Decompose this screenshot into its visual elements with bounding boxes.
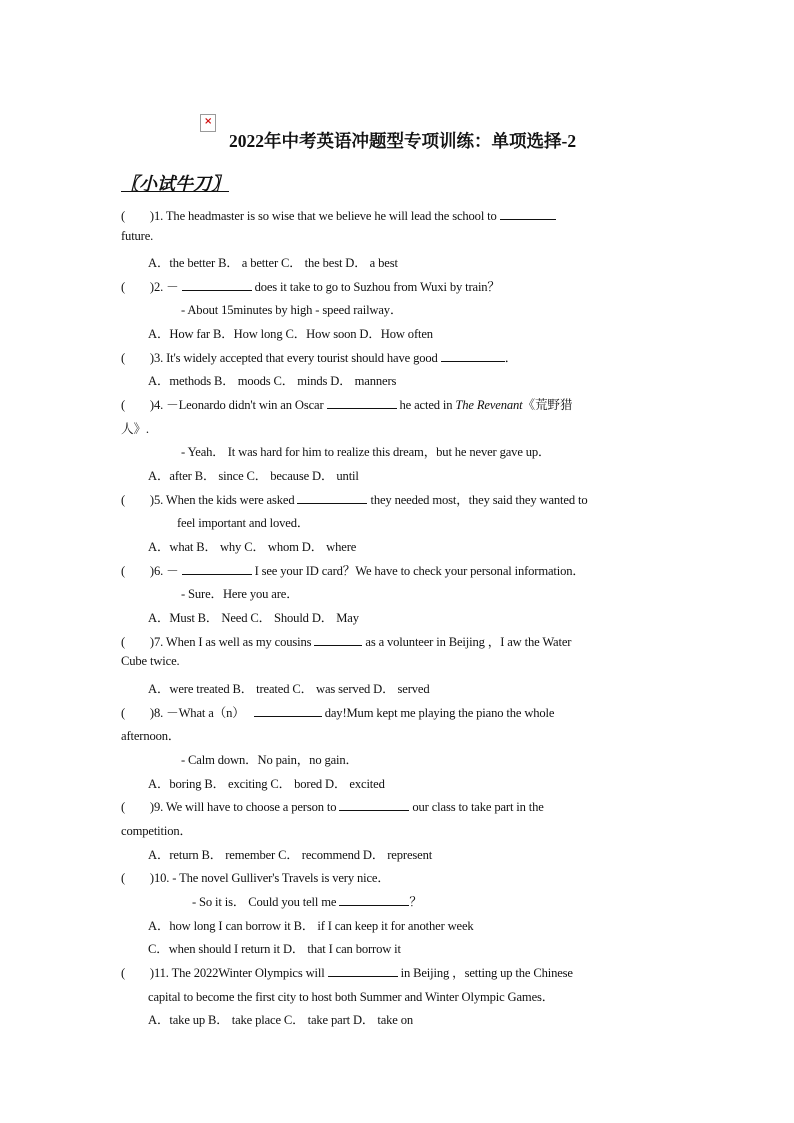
question-3-options: A．methods B． moods C． minds D． manners <box>148 374 397 388</box>
question-5: ( )5. When the kids were asked they needed most，they said they wanted to <box>121 493 588 507</box>
question-9: ( )9. We will have to choose a person to our class to take part in the <box>121 800 544 814</box>
question-11: ( )11. The 2022Winter Olympics will in Beijing ，setting up the Chinese <box>121 966 573 980</box>
question-6-options: A．Must B． Need C． Should D． May <box>148 611 359 625</box>
broken-image-icon: × <box>200 114 216 132</box>
question-2-options: A．How far B．How long C．How soon D．How often <box>148 327 433 341</box>
answer-blank <box>339 799 409 811</box>
question-7-options: A．were treated B． treated C． was served D． served <box>148 682 430 696</box>
answer-blank <box>314 634 362 646</box>
answer-blank <box>339 894 409 906</box>
question-8-cont: afternoon． <box>121 729 181 743</box>
answer-blank <box>182 563 252 575</box>
question-3: ( )3. It's widely accepted that every tourist should have good ． <box>121 351 518 365</box>
question-6: ( )6. － I see your ID card？We have to check your personal information． <box>121 564 585 578</box>
question-11-options: A．take up B． take place C． take part D． take on <box>148 1013 414 1027</box>
answer-blank <box>500 208 556 220</box>
question-4-cont: 人》. <box>121 422 149 436</box>
question-11-cont: capital to become the first city to host both Summer and Winter Olympic Games． <box>148 990 555 1004</box>
question-4-answer: - Yeah． It was hard for him to realize this dream，but he never gave up． <box>181 445 551 459</box>
question-1: ( )1. The headmaster is so wise that we believe he will lead the school to <box>121 205 556 224</box>
question-9-options: A．return B． remember C． recommend D． represent <box>148 848 433 862</box>
question-4: ( )4. －Leonardo didn't win an Oscar he acted in The Revenant《荒野猎 <box>121 398 573 412</box>
answer-blank <box>441 350 505 362</box>
answer-blank <box>328 965 398 977</box>
answer-blank <box>327 397 397 409</box>
question-7: ( )7. When I as well as my cousins as a volunteer in Beijing ，I aw the Water <box>121 635 572 649</box>
question-8-options: A．boring B． exciting C． bored D． excited <box>148 777 385 791</box>
question-10-options-1: A．how long I can borrow it B． if I can keep it for another week <box>148 919 474 933</box>
question-4-options: A．after B． since C． because D． until <box>148 469 359 483</box>
answer-blank <box>182 279 252 291</box>
page-title: 2022年中考英语冲题型专项训练：单项选择-2 <box>229 131 577 151</box>
section-heading: 〖小试牛刀〗 <box>121 174 229 194</box>
question-1-cont: future. <box>121 229 154 243</box>
question-8: ( )8. －What a（n） day!Mum kept me playing the piano the whole <box>121 706 555 720</box>
answer-blank <box>297 492 367 504</box>
question-10-answer: - So it is． Could you tell me ？ <box>192 895 422 909</box>
answer-blank <box>254 705 322 717</box>
question-5-options: A．what B． why C． whom D． where <box>148 540 357 554</box>
question-6-answer: - Sure．Here you are． <box>181 587 299 601</box>
question-2: ( )2. － does it take to go to Suzhou from Wuxi by train？ <box>121 280 500 294</box>
question-7-cont: Cube twice. <box>121 654 180 668</box>
question-9-cont: competition． <box>121 824 192 838</box>
question-2-answer: - About 15minutes by high - speed railway． <box>181 303 403 317</box>
question-10: ( )10. - The novel Gulliver's Travels is very nice． <box>121 871 390 885</box>
question-5-cont: feel important and loved． <box>177 516 310 530</box>
question-8-answer: - Calm down．No pain，no gain． <box>181 753 358 767</box>
question-10-options-2: C．when should I return it D． that I can borrow it <box>148 942 401 956</box>
question-1-options: A．the better B． a better C． the best D． a best <box>148 256 398 270</box>
